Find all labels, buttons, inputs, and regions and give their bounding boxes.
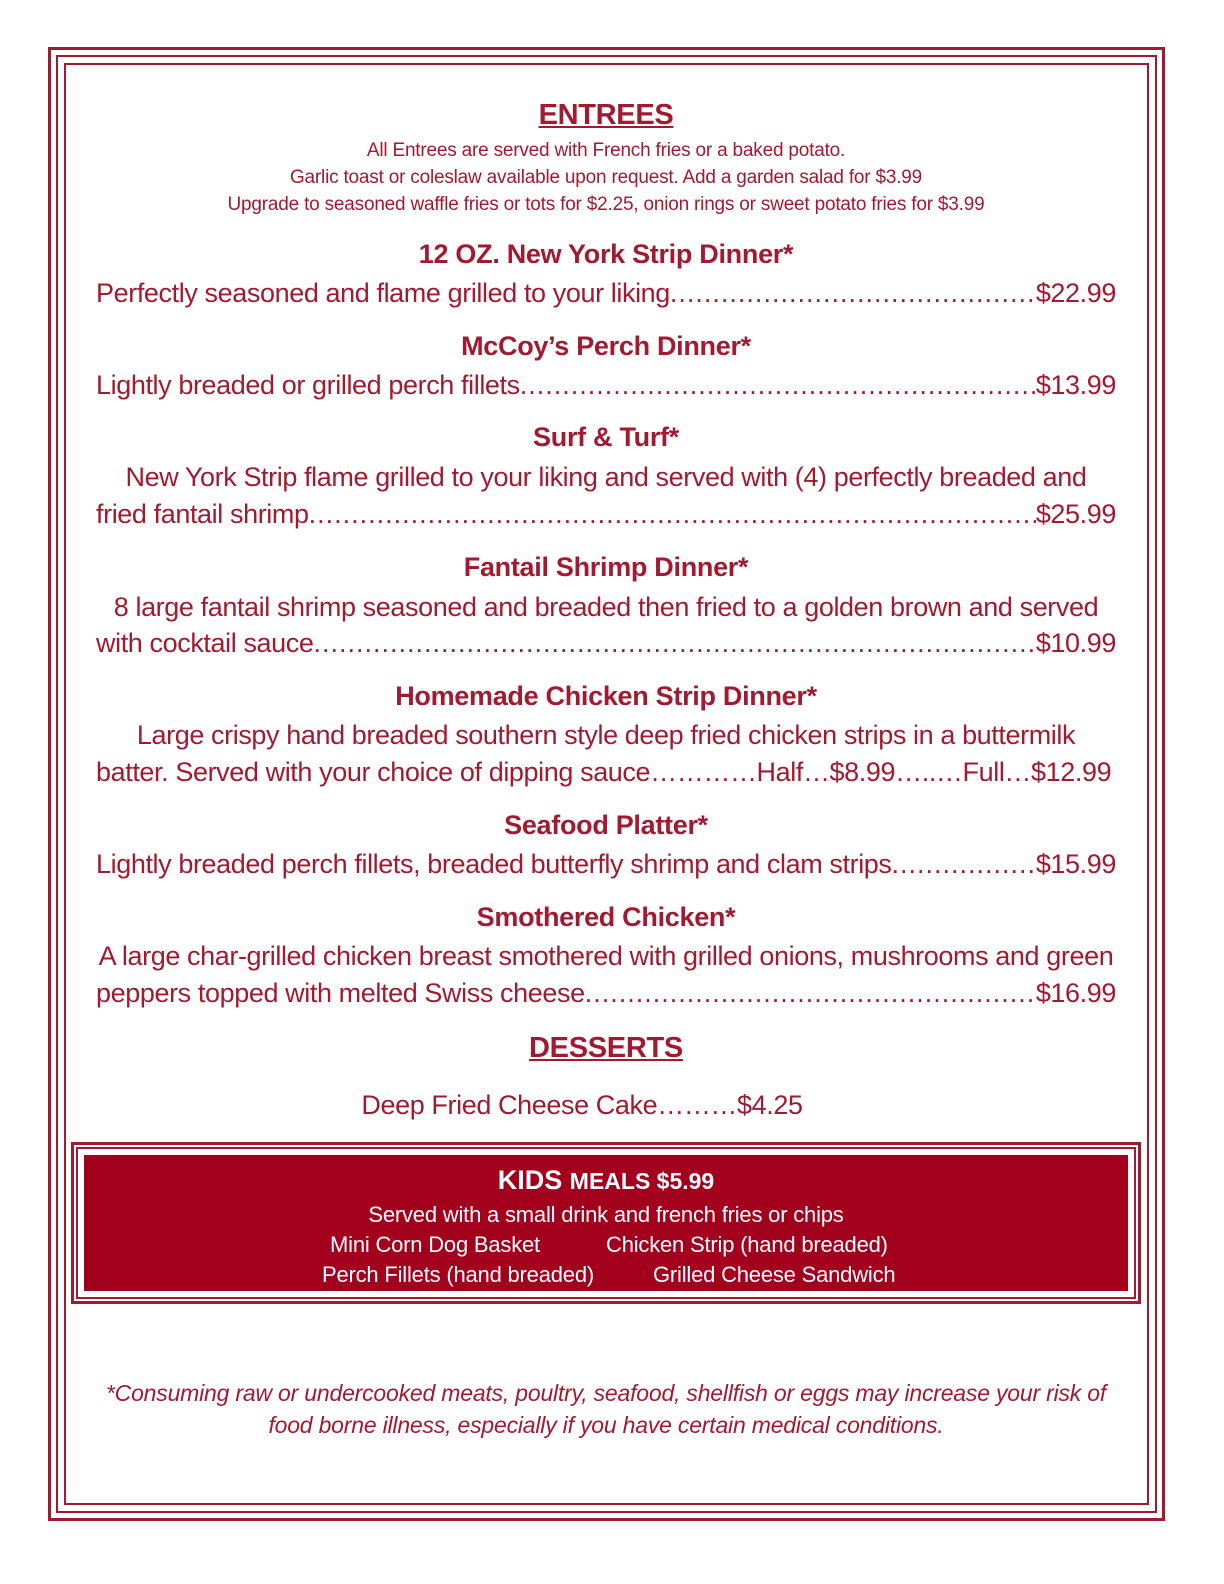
item-price: $10.99 bbox=[1035, 628, 1116, 658]
item-name: 12 OZ. New York Strip Dinner* bbox=[418, 239, 794, 269]
item-price: $22.99 bbox=[1035, 278, 1116, 308]
entrees-intro-2: Garlic toast or coleslaw available upon request. Add a garden salad for $3.99 bbox=[289, 167, 923, 188]
dot-leader bbox=[670, 275, 1036, 312]
item-price-line: batter. Served with your choice of dipping sauce…………Half…$8.99…..…Full…$12.99 bbox=[96, 757, 1112, 787]
item-name: Homemade Chicken Strip Dinner* bbox=[395, 681, 817, 711]
kids-option: Perch Fillets (hand breaded) bbox=[322, 1262, 594, 1287]
item-description: Lightly breaded perch fillets, breaded butterfly shrimp and clam strips bbox=[96, 849, 892, 879]
item-price: $15.99 bbox=[1035, 849, 1116, 879]
item-price-line bbox=[96, 625, 1116, 662]
item-price-line bbox=[96, 975, 1116, 1012]
entrees-intro-3: Upgrade to seasoned waffle fries or tots for $2.25, onion rings or sweet potato fries for $3.99 bbox=[227, 194, 985, 215]
kids-title-big: KIDS bbox=[497, 1165, 563, 1195]
kids-title-rest: MEALS $5.99 bbox=[569, 1168, 715, 1194]
kids-meals-panel bbox=[84, 1155, 1128, 1291]
item-name: Surf & Turf* bbox=[533, 422, 679, 452]
item-description: fried fantail shrimp bbox=[96, 499, 309, 529]
item-description: New York Strip flame grilled to your liking and served with (4) perfectly breaded and bbox=[125, 462, 1087, 492]
item-price-line bbox=[96, 275, 1116, 312]
item-name: Smothered Chicken* bbox=[476, 902, 736, 932]
item-price-line bbox=[96, 846, 1116, 883]
item-description: 8 large fantail shrimp seasoned and breaded then fried to a golden brown and served bbox=[113, 592, 1099, 622]
kids-option: Grilled Cheese Sandwich bbox=[653, 1262, 896, 1287]
item-price: $16.99 bbox=[1035, 978, 1116, 1008]
item-description: peppers topped with melted Swiss cheese bbox=[96, 978, 585, 1008]
desserts-title: DESSERTS bbox=[529, 1032, 683, 1064]
item-name: Seafood Platter* bbox=[504, 810, 708, 840]
dot-leader bbox=[314, 625, 1036, 662]
disclaimer-line-1: *Consuming raw or undercooked meats, poultry, seafood, shellfish or eggs may increase your risk of bbox=[105, 1380, 1107, 1406]
item-price: $13.99 bbox=[1035, 370, 1116, 400]
item-description: with cocktail sauce bbox=[96, 628, 314, 658]
dot-leader bbox=[892, 846, 1036, 883]
kids-option: Chicken Strip (hand breaded) bbox=[606, 1232, 888, 1257]
dessert-item: Deep Fried Cheese Cake………$4.25 bbox=[361, 1090, 803, 1120]
item-name: McCoy’s Perch Dinner* bbox=[461, 331, 751, 361]
kids-subtitle: Served with a small drink and french fries or chips bbox=[368, 1202, 844, 1227]
item-description: Perfectly seasoned and flame grilled to your liking bbox=[96, 278, 670, 308]
kids-option: Mini Corn Dog Basket bbox=[330, 1232, 540, 1257]
item-description: A large char-grilled chicken breast smothered with grilled onions, mushrooms and green bbox=[98, 941, 1114, 971]
entrees-intro-1: All Entrees are served with French fries or a baked potato. bbox=[366, 140, 846, 161]
item-description: Lightly breaded or grilled perch fillets bbox=[96, 370, 520, 400]
entrees-title: ENTREES bbox=[538, 99, 674, 131]
item-price-line bbox=[96, 496, 1116, 533]
dot-leader bbox=[520, 367, 1036, 404]
item-description: Large crispy hand breaded southern style deep fried chicken strips in a buttermilk bbox=[136, 720, 1076, 750]
kids-title bbox=[84, 1165, 1128, 1196]
item-price-line bbox=[96, 367, 1116, 404]
dot-leader bbox=[585, 975, 1036, 1012]
item-price: $25.99 bbox=[1035, 499, 1116, 529]
item-name: Fantail Shrimp Dinner* bbox=[463, 552, 749, 582]
disclaimer-line-2: food borne illness, especially if you have certain medical conditions. bbox=[268, 1412, 944, 1438]
dot-leader bbox=[309, 496, 1036, 533]
